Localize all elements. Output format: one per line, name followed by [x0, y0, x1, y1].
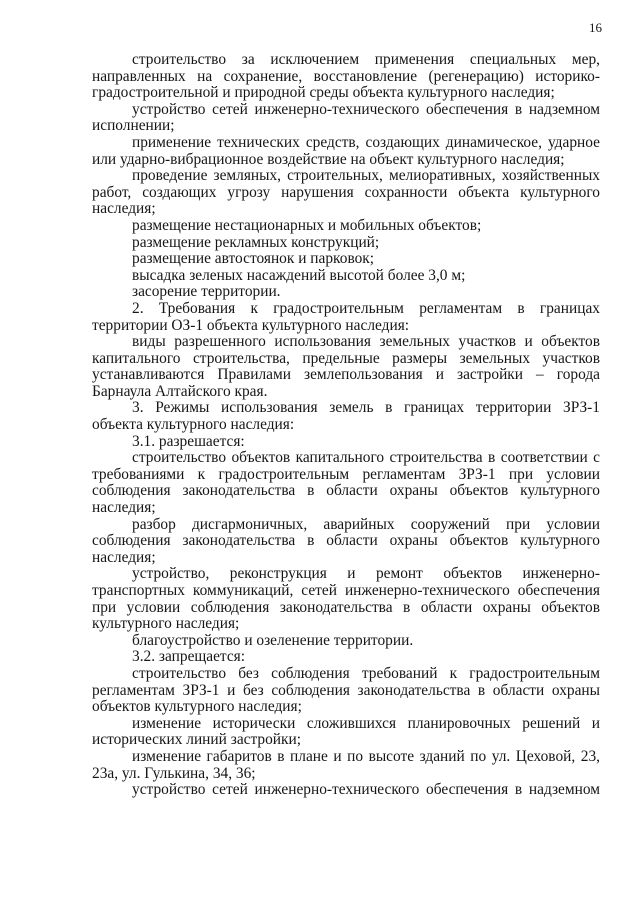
section-heading: 3. Режимы использования земель в границах территории ЗРЗ-1 объекта культурного наследия:	[92, 399, 600, 434]
section-heading: 2. Требования к градостроительным регламентам в границах территории ОЗ-1 объекта культурного наследия:	[92, 299, 600, 334]
paragraph: размещение рекламных конструкций;	[132, 233, 380, 251]
paragraph: разбор дисгармоничных, аварийных сооружений при условии соблюдения законодательства в области охраны объектов культурного наследия;	[92, 515, 600, 566]
subsection-heading: 3.2. запрещается:	[132, 648, 246, 666]
paragraph: устройство сетей инженерно-технического обеспечения в надземном	[132, 781, 600, 799]
paragraph: изменение габаритов в плане и по высоте зданий по ул. Цеховой, 23, 23а, ул. Гулькина, 34, 36;	[92, 747, 600, 782]
paragraph: проведение земляных, строительных, мелиоративных, хозяйственных работ, создающих угрозу нарушения сохранности объекта культурного наследия;	[92, 167, 600, 218]
document-body	[92, 52, 600, 799]
paragraph: применение технических средств, создающих динамическое, ударное или ударно-вибрационное воздействие на объект культурного наследия;	[92, 133, 600, 168]
paragraph: строительство без соблюдения требований к градостроительным регламентам ЗРЗ-1 и без соблюдения законодательства в области охраны объектов культурного наследия;	[92, 664, 600, 716]
paragraph: строительство объектов капитального строительства в соответствии с требованиями к градостроительным регламентам ЗРЗ-1 при условии соблюдения законодательства в области охраны объектов культурного наследия;	[92, 449, 600, 517]
page-number: 16	[589, 20, 602, 35]
paragraph: виды разрешенного использования земельных участков и объектов капитального строительства, предельные размеры земельных участков устанавливаются Правилами землепользования и застройки – города Барнаула Алтайского края.	[92, 333, 600, 400]
paragraph: благоустройство и озеленение территории.	[132, 631, 414, 649]
paragraph: размещение автостоянок и парковок;	[132, 250, 375, 268]
paragraph: строительство за исключением применения специальных мер, направленных на сохранение, восстановление (регенерацию) историко-градостроительной и природной среды объекта культурного наследия;	[92, 51, 600, 102]
paragraph: устройство, реконструкция и ремонт объектов инженерно-транспортных коммуникаций, сетей инженерно-технического обеспечения при условии соблюдения законодательства в области охраны объектов культурного наследия;	[92, 565, 600, 633]
paragraph: устройство сетей инженерно-технического обеспечения в надземном исполнении;	[92, 100, 600, 135]
subsection-heading: 3.1. разрешается:	[132, 432, 245, 450]
paragraph: изменение исторически сложившихся планировочных решений и исторических линий застройки;	[92, 714, 600, 749]
paragraph: засорение территории.	[132, 283, 281, 301]
paragraph: высадка зеленых насаждений высотой более 3,0 м;	[132, 266, 466, 284]
paragraph: размещение нестационарных и мобильных объектов;	[132, 216, 482, 234]
